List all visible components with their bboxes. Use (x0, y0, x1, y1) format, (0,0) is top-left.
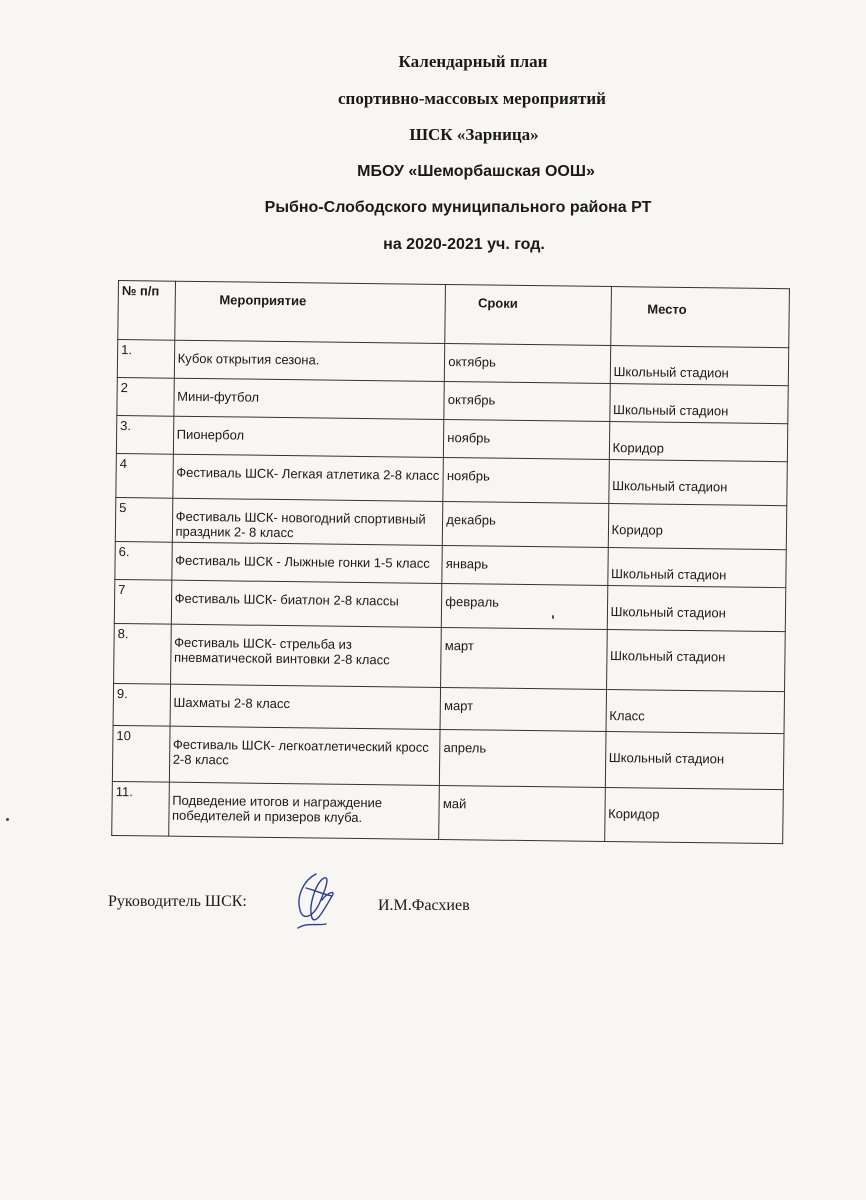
row-place: Школьный стадион (607, 548, 786, 588)
row-place: Коридор (604, 787, 783, 843)
header-event: Мероприятие (174, 281, 445, 343)
table-row (112, 781, 784, 843)
row-date: декабрь (443, 501, 609, 547)
handwritten-signature (286, 866, 346, 936)
row-place: Коридор (608, 504, 787, 550)
row-num: 4 (116, 453, 173, 498)
row-date: ноябрь (444, 419, 610, 459)
header-place: Место (610, 287, 789, 348)
row-event: Фестиваль ШСК- новогодний спортивный праздник 2- 8 класс (172, 498, 443, 545)
row-event: Фестиваль ШСК- стрельба из пневматической винтовки 2-8 класс (170, 624, 441, 687)
table-header-row (118, 281, 790, 348)
row-num: 7 (114, 579, 171, 624)
row-event: Пионербол (173, 416, 444, 457)
row-place: Коридор (609, 422, 788, 462)
table-row (112, 725, 784, 789)
row-place: Школьный стадион (609, 384, 788, 424)
signature-name: И.М.Фасхиев (378, 897, 470, 914)
row-date: март (441, 627, 607, 689)
row-date: октябрь (444, 381, 610, 421)
row-date: ноябрь (443, 457, 609, 503)
events-table-wrapper (111, 280, 790, 844)
row-date: март (440, 687, 606, 731)
scan-speck (552, 615, 554, 619)
row-event: Шахматы 2-8 класс (170, 684, 441, 729)
row-place: Школьный стадион (607, 586, 786, 632)
row-num: 3. (116, 415, 173, 454)
row-num: 10 (112, 725, 169, 782)
title-line-5: Рыбно-Слободского муниципального района РТ (264, 199, 652, 216)
row-event: Фестиваль ШСК- биатлон 2-8 классы (171, 580, 442, 627)
events-table (111, 280, 790, 844)
row-event: Подведение итогов и награждение победителей и призеров клуба. (168, 782, 439, 839)
title-line-2: спортивно-массовых мероприятий (338, 88, 606, 108)
row-date: февраль (442, 583, 608, 629)
row-place: Школьный стадион (605, 731, 784, 789)
title-line-1: Календарный план (398, 52, 548, 71)
row-date: май (439, 785, 605, 841)
document-header (0, 44, 866, 263)
title-line-6: на 2020-2021 уч. год. (383, 235, 545, 253)
row-num: 11. (112, 781, 169, 836)
row-date: октябрь (445, 343, 611, 383)
row-event: Фестиваль ШСК- легкоатлетический кросс 2-8 класс (169, 726, 440, 785)
row-num: 8. (114, 623, 171, 684)
row-event: Фестиваль ШСК- Легкая атлетика 2-8 класс (172, 454, 443, 501)
row-num: 9. (113, 683, 170, 726)
row-num: 2 (117, 377, 174, 416)
row-num: 1. (117, 340, 174, 379)
row-date: январь (442, 545, 608, 585)
row-place: Школьный стадион (606, 629, 785, 691)
header-date: Сроки (445, 285, 611, 346)
row-place: Класс (606, 689, 785, 733)
signature-role: Руководитель ШСК: (108, 893, 247, 910)
scan-speck (6, 818, 9, 821)
row-event: Фестиваль ШСК - Лыжные гонки 1-5 класс (171, 542, 442, 583)
row-place: Школьный стадион (610, 346, 789, 386)
row-date: апрель (440, 729, 606, 787)
header-num: № п/п (118, 281, 175, 341)
row-num: 5 (115, 497, 172, 542)
row-num: 6. (115, 541, 172, 580)
row-event: Мини-футбол (173, 378, 444, 419)
table-row (114, 623, 786, 691)
row-place: Школьный стадион (608, 460, 787, 506)
title-line-3: ШСК «Зарница» (409, 125, 539, 144)
row-event: Кубок открытия сезона. (174, 340, 445, 381)
title-line-4: МБОУ «Шеморбашская ООШ» (357, 162, 595, 180)
